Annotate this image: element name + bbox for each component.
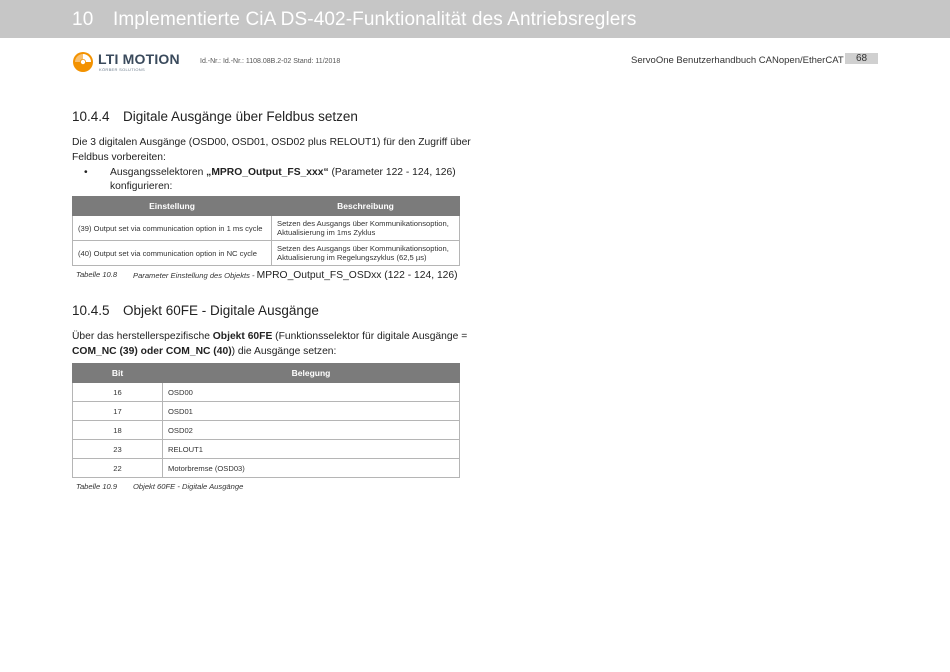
settings-table <box>72 196 460 266</box>
intro-text: ) die Ausgänge setzen: <box>231 346 337 357</box>
table-row <box>73 216 460 241</box>
table-header-row <box>73 364 460 383</box>
chapter-header-bar <box>0 0 950 38</box>
company-logo <box>72 51 192 73</box>
table-cell: 17 <box>73 402 163 421</box>
caption-number: Tabelle 10.9 <box>76 482 118 491</box>
section-intro <box>72 329 472 359</box>
table-cell: Setzen des Ausgangs über Kommunikationsoption, Aktualisierung im Regelungszyklus (62,5 µs) <box>272 241 460 266</box>
section-intro: Die 3 digitalen Ausgänge (OSD00, OSD01, OSD02 plus RELOUT1) für den Zugriff über Feldbus vorbereiten: <box>72 137 471 163</box>
logo-subtext: KÖRBER SOLUTIONS <box>99 67 145 72</box>
bit-assignment-table <box>72 363 460 478</box>
section-number: 10.4.4 <box>72 109 110 124</box>
table-row <box>73 440 460 459</box>
bullet-text-after: (Parameter 122 - 124, 126) konfigurieren: <box>110 167 456 192</box>
intro-text: Über das herstellerspezifische <box>72 331 213 342</box>
table-row <box>73 421 460 440</box>
table-cell: (39) Output set via communication option in 1 ms cycle <box>73 216 272 241</box>
table-cell: 22 <box>73 459 163 478</box>
table-cell: 23 <box>73 440 163 459</box>
section-number: 10.4.5 <box>72 303 110 318</box>
column-header: Bit <box>73 364 163 383</box>
table-row <box>73 459 460 478</box>
bullet-symbol: • <box>84 167 88 178</box>
table-cell: 16 <box>73 383 163 402</box>
section-title: Digitale Ausgänge über Feldbus setzen <box>123 109 358 124</box>
manual-title: ServoOne Benutzerhandbuch CANopen/EtherCAT <box>631 55 844 66</box>
table-cell: RELOUT1 <box>163 440 460 459</box>
intro-bold: COM_NC (39) oder COM_NC (40) <box>72 346 232 357</box>
section-heading-10-4-5 <box>72 303 319 318</box>
caption-text-large: MPRO_Output_FS_OSDxx (122 - 124, 126) <box>256 270 458 281</box>
column-header: Beschreibung <box>272 197 460 216</box>
table-cell: Motorbremse (OSD03) <box>163 459 460 478</box>
section-title: Objekt 60FE - Digitale Ausgänge <box>123 303 319 318</box>
table-cell: OSD02 <box>163 421 460 440</box>
column-header: Einstellung <box>73 197 272 216</box>
intro-bold: Objekt 60FE <box>212 331 273 342</box>
page-number: 68 <box>845 53 878 64</box>
table-row <box>73 402 460 421</box>
table-cell: 18 <box>73 421 163 440</box>
chapter-title: Implementierte CiA DS-402-Funktionalität des Antriebsreglers <box>113 9 637 30</box>
section-heading-10-4-4 <box>72 109 358 124</box>
table-cell: OSD01 <box>163 402 460 421</box>
caption-text: Objekt 60FE - Digitale Ausgänge <box>133 482 244 491</box>
intro-text: (Funktionsselektor für digitale Ausgänge = <box>272 331 468 342</box>
caption-number: Tabelle 10.8 <box>76 270 118 279</box>
document-id: Id.-Nr.: Id.-Nr.: 1108.08B.2-02 Stand: 11/2018 <box>200 58 341 65</box>
table-row <box>73 241 460 266</box>
bullet-text-bold: „MPRO_Output_FS_xxx“ <box>206 167 329 178</box>
caption-text-small: Parameter Einstellung des Objekts - <box>133 271 257 280</box>
logo-text: LTI MOTION <box>98 51 180 67</box>
table-header-row <box>73 197 460 216</box>
table-cell: Setzen des Ausgangs über Kommunikationsoption, Aktualisierung im 1ms Zyklus <box>272 216 460 241</box>
caption-text <box>133 270 458 281</box>
bullet-text-before: Ausgangsselektoren <box>110 167 207 178</box>
chapter-number: 10 <box>72 9 94 30</box>
column-header: Belegung <box>163 364 460 383</box>
bullet-text <box>110 166 470 194</box>
table-row <box>73 383 460 402</box>
lti-logo-icon <box>72 51 94 73</box>
table-cell: (40) Output set via communication option in NC cycle <box>73 241 272 266</box>
table-cell: OSD00 <box>163 383 460 402</box>
